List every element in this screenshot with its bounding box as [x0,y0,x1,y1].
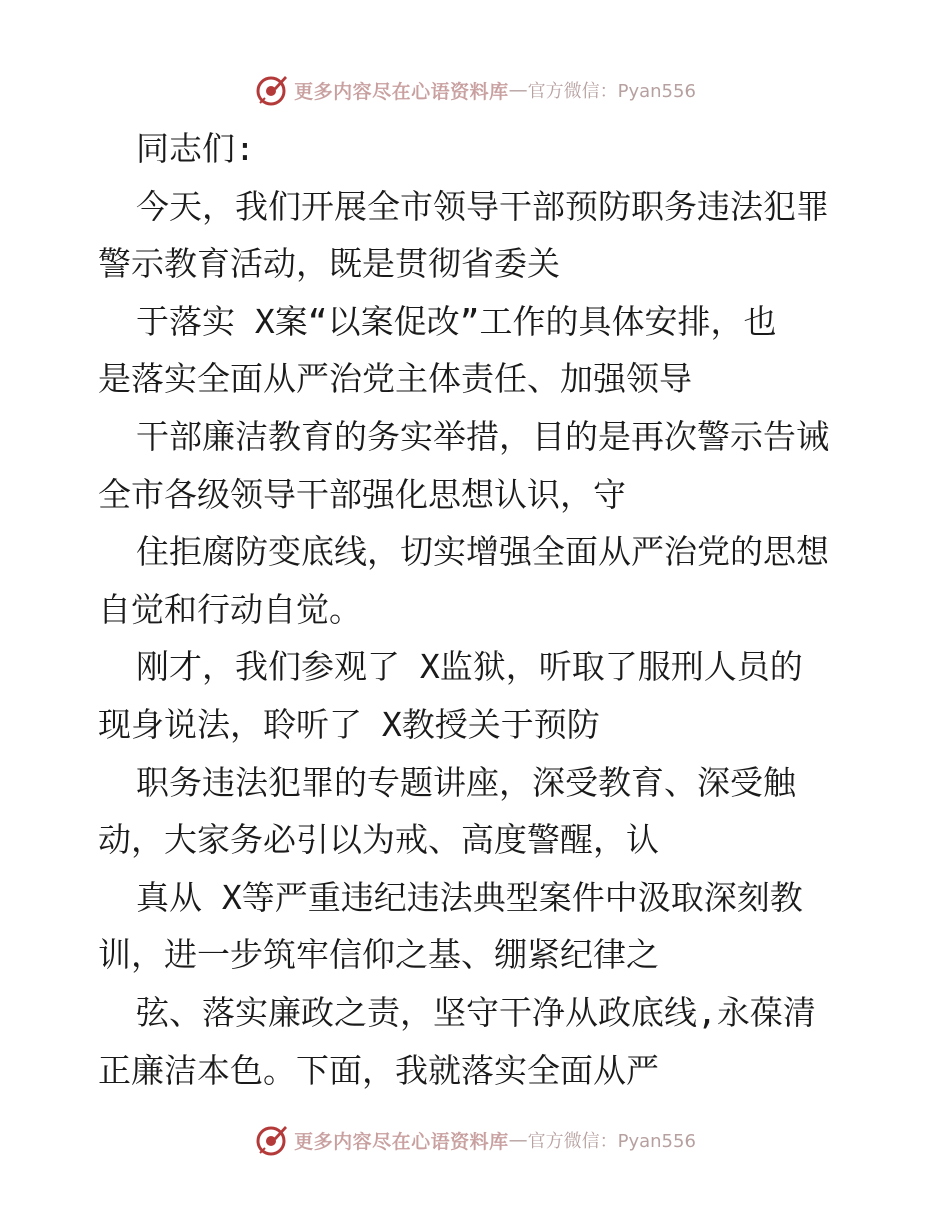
footer-banner-main: 更多内容尽在心语资料库 [294,1130,509,1153]
pen-logo-icon [254,73,288,107]
text-line-8: 住拒腐防变底线，切实增强全面从严治党的思想 [136,532,829,572]
text-line-14: 真从 X等严重违纪违法典型案件中汲取深刻教 [136,877,803,917]
text-line-10: 刚才，我们参观了 X监狱，听取了服刑人员的 [136,647,803,687]
header-banner[interactable] [0,70,950,110]
text-line-3: 警示教育活动，既是贯彻省委关 [98,244,560,284]
header-banner-wechat: 官方微信：Pyan556 [527,81,696,102]
text-line-5: 是落实全面从严治党主体责任、加强领导 [98,359,692,399]
text-line-2: 今天，我们开展全市领导干部预防职务违法犯罪 [136,186,829,226]
text-line-12: 职务违法犯罪的专题讲座，深受教育、深受触 [136,762,796,802]
text-line-15: 训，进一步筑牢信仰之基、绷紧纪律之 [98,935,659,975]
header-banner-main: 更多内容尽在心语资料库 [294,80,509,103]
header-banner-dash: — [508,79,528,101]
text-line-7: 全市各级领导干部强化思想认识，守 [98,474,626,514]
text-line-1: 同志们: [136,129,255,168]
text-line-16: 弦、落实廉政之责，坚守干净从政底线,永葆清 [136,992,816,1032]
speech-body [98,120,858,1099]
text-line-13: 动，大家务必引以为戒、高度警醒，认 [98,820,659,860]
text-line-6: 干部廉洁教育的务实举措，目的是再次警示告诫 [136,416,829,456]
text-line-9: 自觉和行动自觉。 [98,589,362,629]
text-line-4: 于落实 X案“以案促改”工作的具体安排，也 [136,301,777,341]
text-line-17: 正廉洁本色。下面，我就落实全面从严 [98,1050,659,1090]
pen-logo-icon [254,1123,288,1157]
text-line-11: 现身说法，聆听了 X教授关于预防 [98,704,600,744]
footer-banner[interactable] [0,1120,950,1160]
footer-banner-wechat: 官方微信：Pyan556 [527,1131,696,1152]
footer-banner-dash: — [508,1129,528,1151]
